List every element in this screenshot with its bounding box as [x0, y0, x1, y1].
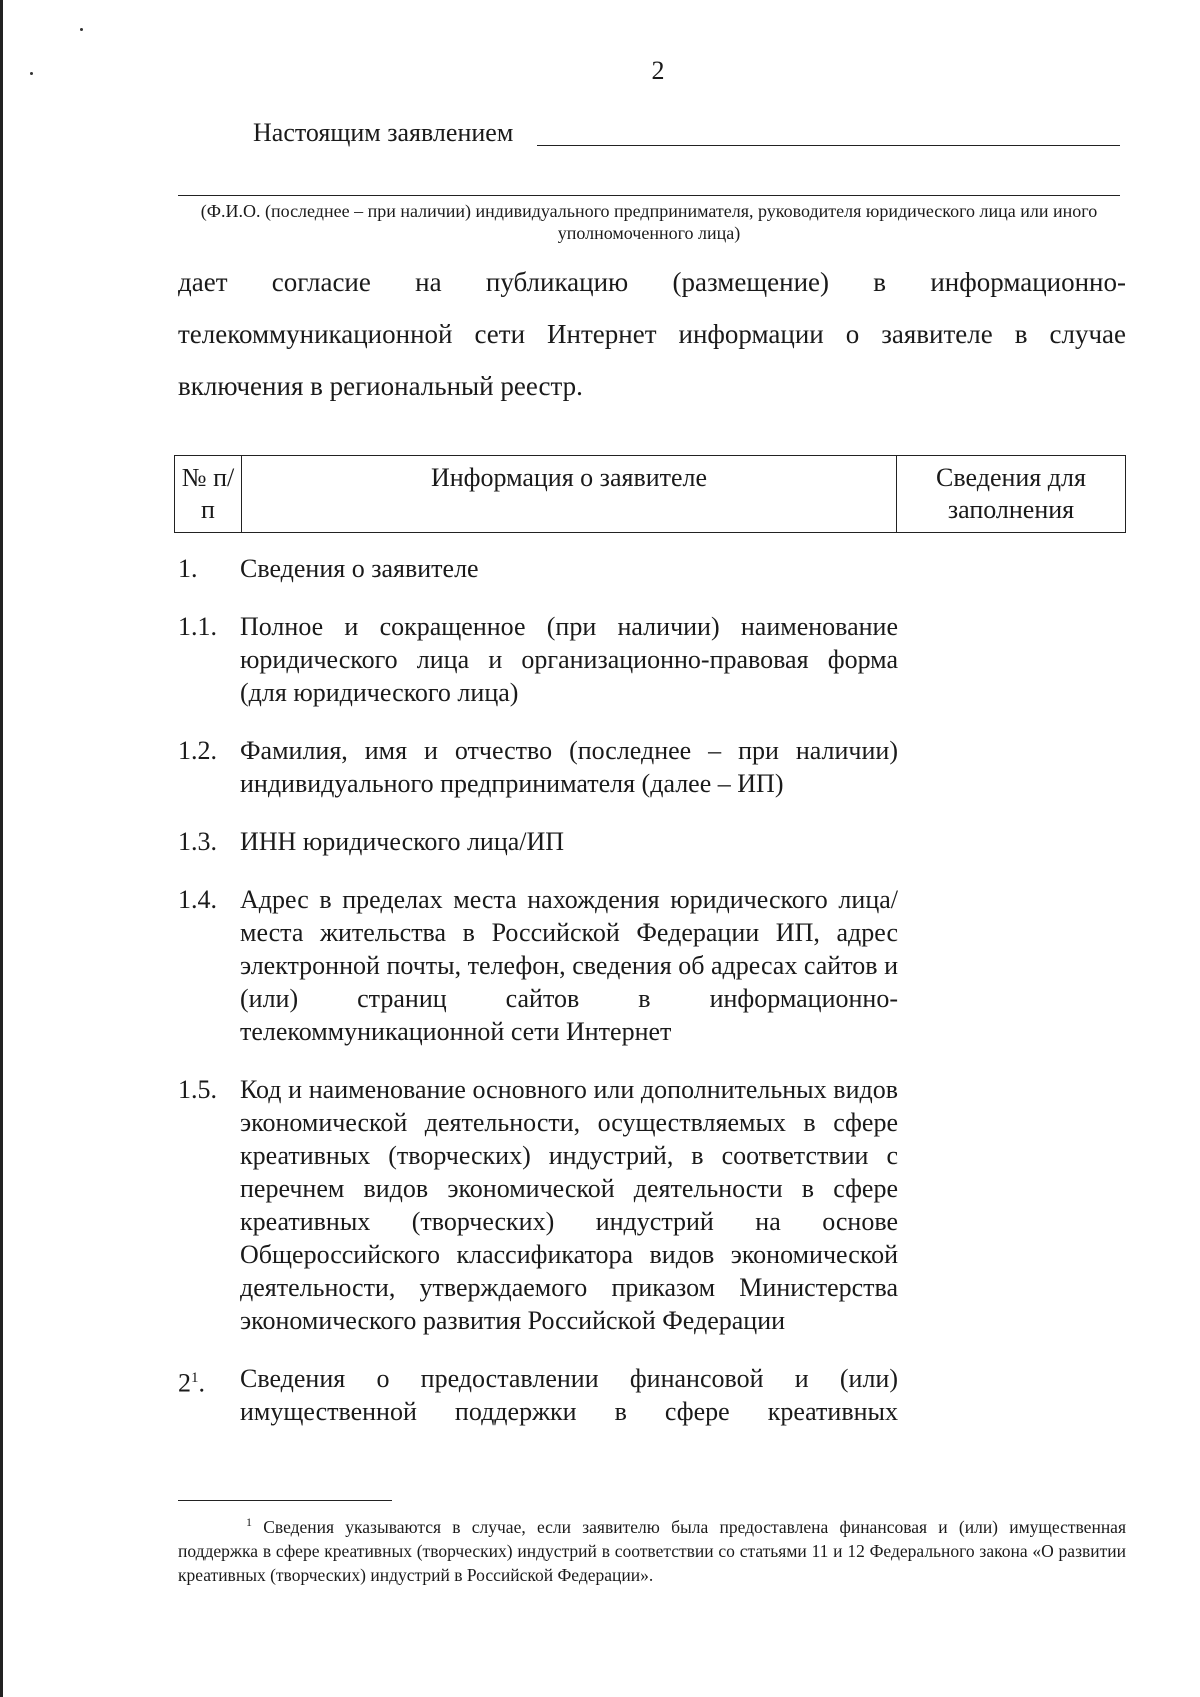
header-fill: Сведения для заполнения [897, 456, 1126, 533]
fio-caption: (Ф.И.О. (последнее – при наличии) индивидуального предпринимателя, руководителя юридического лица или иного уполномоченного лица) [200, 201, 1098, 243]
table-row [178, 825, 898, 858]
footnote-mark: 1 [246, 1515, 252, 1529]
table-row [178, 552, 898, 585]
row-number: 1.1. [178, 612, 217, 641]
row-number: 1.3. [178, 827, 217, 856]
header-num: № п/п [175, 456, 242, 533]
table-row [178, 883, 898, 1048]
scan-speck [80, 28, 83, 31]
row-text: Адрес в пределах места нахождения юридического лица/места жительства в Российской Федерации ИП, адрес электронной почты, телефон, сведения об адресах сайтов и (или) страниц сайтов в информационно-телекоммуникационной сети Интернет [240, 885, 898, 1046]
scan-edge [0, 0, 3, 1697]
row-text: ИНН юридического лица/ИП [240, 827, 565, 856]
consent-line: телекоммуникационной сети Интернет информации о заявителе в случае [178, 319, 1126, 349]
page-number: 2 [651, 56, 665, 85]
name-fill-line [537, 145, 1120, 146]
row-number-suffix: . [198, 1368, 205, 1398]
row-number [178, 1362, 240, 1428]
table-row [178, 734, 898, 800]
applicant-info-table [174, 455, 1126, 533]
row-number: 1.2. [178, 736, 217, 765]
row-text: Сведения о заявителе [240, 554, 479, 583]
row-number: 1.5. [178, 1075, 217, 1104]
row-text: Сведения о предоставлении финансовой и (или) имущественной поддержки в сфере креативных [240, 1364, 898, 1426]
table-header-row [175, 456, 1126, 533]
statement-lead: Настоящим заявлением [253, 118, 514, 147]
row-number-base: 2 [178, 1368, 191, 1398]
row-number: 1. [178, 554, 198, 583]
consent-paragraph [178, 256, 1126, 412]
header-info: Информация о заявителе [242, 456, 897, 533]
footnote-text: Сведения указываются в случае, если заявителю была предоставлена финансовая и (или) имущественная поддержка в сфере креативных (творческих) индустрий в соответствии со статьями 11 и 12 Федерального закона «О развитии креативных (творческих) индустрий в Российской Федерации». [178, 1516, 1126, 1585]
info-rows [178, 552, 898, 1453]
table-row [178, 610, 898, 709]
consent-line: включения в региональный реестр. [178, 371, 583, 401]
row-text: Фамилия, имя и отчество (последнее – при наличии) индивидуального предпринимателя (далее – ИП) [240, 736, 898, 798]
table-row [178, 1073, 898, 1337]
footnote-ref: 1 [191, 1370, 199, 1386]
consent-line: дает согласие на публикацию (размещение) в информационно- [178, 267, 1126, 297]
table-row [178, 1362, 898, 1428]
row-text: Код и наименование основного или дополнительных видов экономической деятельности, осуществляемых в сфере креативных (творческих) индустрий, в соответствии с перечнем видов экономической деятельности в сфере креативных (творческих) индустрий на основе Общероссийского классификатора видов экономической деятельности, утверждаемого приказом Министерства экономического развития Российской Федерации [240, 1075, 898, 1335]
row-number: 1.4. [178, 885, 217, 914]
row-text: Полное и сокращенное (при наличии) наименование юридического лица и организационно-правовая форма (для юридического лица) [240, 612, 898, 707]
name-fill-line-2 [178, 195, 1120, 196]
footnote-separator [178, 1500, 392, 1501]
footnote [178, 1510, 1126, 1587]
